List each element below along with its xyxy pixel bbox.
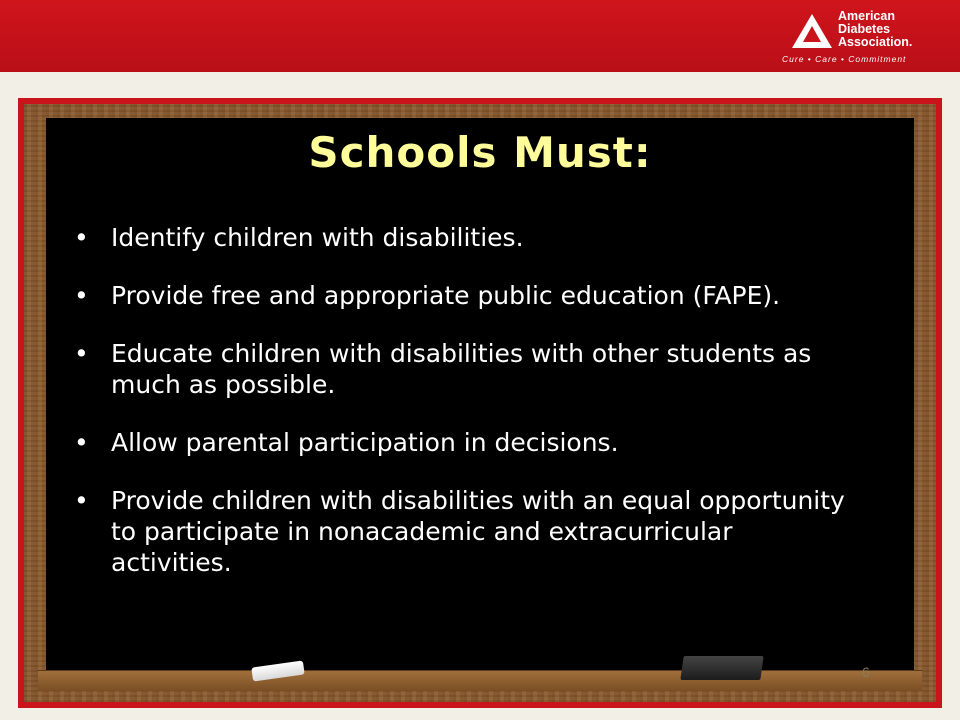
ada-logo: [782, 4, 942, 68]
chalk-ledge: [38, 670, 922, 691]
slide-number: 6: [862, 664, 870, 680]
bullet-item: [74, 338, 854, 400]
bullet-item: [74, 485, 854, 578]
header-bar: [0, 0, 960, 72]
logo-tagline: Cure • Care • Commitment: [782, 54, 907, 64]
chalkboard-eraser: [680, 656, 763, 680]
bullet-icon: •: [74, 223, 89, 252]
bullet-icon: •: [74, 281, 89, 310]
bullet-text: Educate children with disabilities with other students as much as possible.: [111, 339, 812, 399]
bullet-text: Provide free and appropriate public education (FAPE).: [111, 281, 781, 310]
bullet-list: [74, 222, 854, 605]
logo-triangle-icon: [792, 14, 832, 48]
bullet-text: Identify children with disabilities.: [111, 223, 524, 252]
bullet-item: [74, 280, 854, 311]
bullet-icon: •: [74, 486, 89, 515]
bullet-text: Provide children with disabilities with an equal opportunity to participate in nonacademic and extracurricular activities.: [111, 486, 845, 577]
bullet-icon: •: [74, 428, 89, 457]
slide-title: Schools Must:: [308, 128, 652, 177]
bullet-text: Allow parental participation in decisions.: [111, 428, 619, 457]
logo-wordmark: American Diabetes Association.: [838, 9, 913, 49]
bullet-item: [74, 222, 854, 253]
bullet-item: [74, 427, 854, 458]
bullet-icon: •: [74, 339, 89, 368]
